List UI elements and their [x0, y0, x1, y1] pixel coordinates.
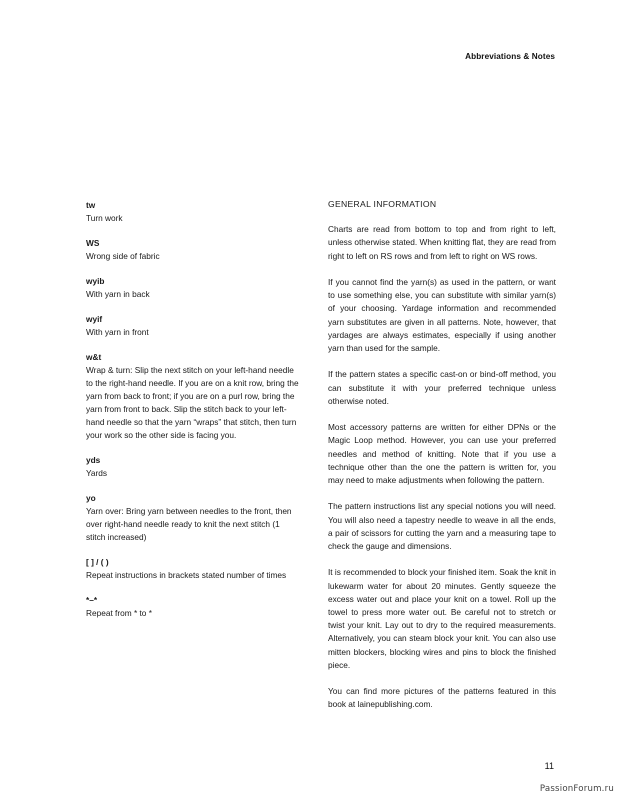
paragraph: You can find more pictures of the patterns featured in this book at lainepublishing.com. [328, 686, 556, 710]
abbreviation-term: WS [86, 238, 100, 248]
abbreviation-term: wyib [86, 276, 105, 286]
abbreviation-entry [86, 237, 301, 263]
abbreviation-definition: With yarn in front [86, 327, 149, 337]
abbreviation-term: w&t [86, 352, 102, 362]
paragraph: Charts are read from bottom to top and from right to left, unless otherwise stated. When knitting flat, they are read from right to left on RS rows and from left to right on WS rows. [328, 224, 556, 261]
abbreviation-entry [86, 313, 301, 339]
paragraph: If you cannot find the yarn(s) as used in the pattern, or want to use something else, you can substitute with similar yarn(s) of your choosing. Yardage information and recommended yarn substitutes are given in all patterns. Note, however, that yardages are always estimates, especially if using another yarn than used for the sample. [328, 277, 556, 354]
watermark: PassionForum.ru [539, 784, 614, 794]
paragraph: If the pattern states a specific cast-on or bind-off method, you can substitute it with your preferred technique unless otherwise noted. [328, 369, 556, 406]
abbreviation-entry [86, 556, 301, 582]
abbreviation-term: tw [86, 200, 96, 210]
abbreviation-entry [86, 492, 301, 544]
abbreviation-entry [86, 199, 301, 225]
abbreviation-definition: Turn work [86, 213, 123, 223]
abbreviation-entry [86, 351, 301, 442]
abbreviations-list [86, 199, 301, 632]
abbreviation-term: wyif [86, 314, 103, 324]
general-information-section [328, 198, 556, 725]
paragraph: It is recommended to block your finished item. Soak the knit in lukewarm water for about 20 minutes. Gently squeeze the excess water out and place your knit on a towel. Roll up the towel to press more water out. Be careful not to stretch or twist your knit. Lay out to dry to the required measurements. Alternatively, you can steam block your knit. You can also use mitten blockers, blocking wires and pins to block the finished piece. [328, 567, 556, 670]
abbreviation-term: yo [86, 493, 96, 503]
running-header: Abbreviations & Notes [465, 52, 555, 61]
abbreviation-entry [86, 454, 301, 480]
abbreviation-definition: Repeat instructions in brackets stated number of times [86, 570, 287, 580]
abbreviation-term: yds [86, 455, 101, 465]
abbreviation-term: [ ] / ( ) [86, 557, 109, 567]
abbreviation-definition: Wrap & turn: Slip the next stitch on your left-hand needle to the right-hand needle. If you are on a knit row, bring the yarn from back to front; if you are on a purl row, bring the yarn from front to back. Slip the stitch back to your left-hand needle so that the yarn “wraps” that stitch, then turn your work so the other side is facing you. [86, 365, 299, 440]
abbreviation-definition: Repeat from * to * [86, 608, 152, 618]
abbreviation-definition: Yarn over: Bring yarn between needles to the front, then over right-hand needle ready to knit the next stitch (1 stitch increased) [86, 506, 292, 542]
abbreviation-definition: Wrong side of fabric [86, 251, 160, 261]
paragraph: Most accessory patterns are written for either DPNs or the Magic Loop method. However, you can use your preferred needles and method of knitting. Note that if you use a technique other than the one the pattern is written for, you may need to make adjustments when following the pattern. [328, 422, 556, 486]
abbreviation-definition: With yarn in back [86, 289, 150, 299]
abbreviation-entry [86, 594, 301, 620]
abbreviation-entry [86, 275, 301, 301]
abbreviation-definition: Yards [86, 468, 108, 478]
paragraph: The pattern instructions list any special notions you will need. You will also need a tapestry needle to weave in all the ends, a pair of scissors for cutting the yarn and a measuring tape to check the gauge and dimensions. [328, 501, 556, 552]
page-number: 11 [544, 761, 554, 771]
section-title: GENERAL INFORMATION [328, 199, 437, 209]
abbreviation-term: *–* [86, 595, 98, 605]
